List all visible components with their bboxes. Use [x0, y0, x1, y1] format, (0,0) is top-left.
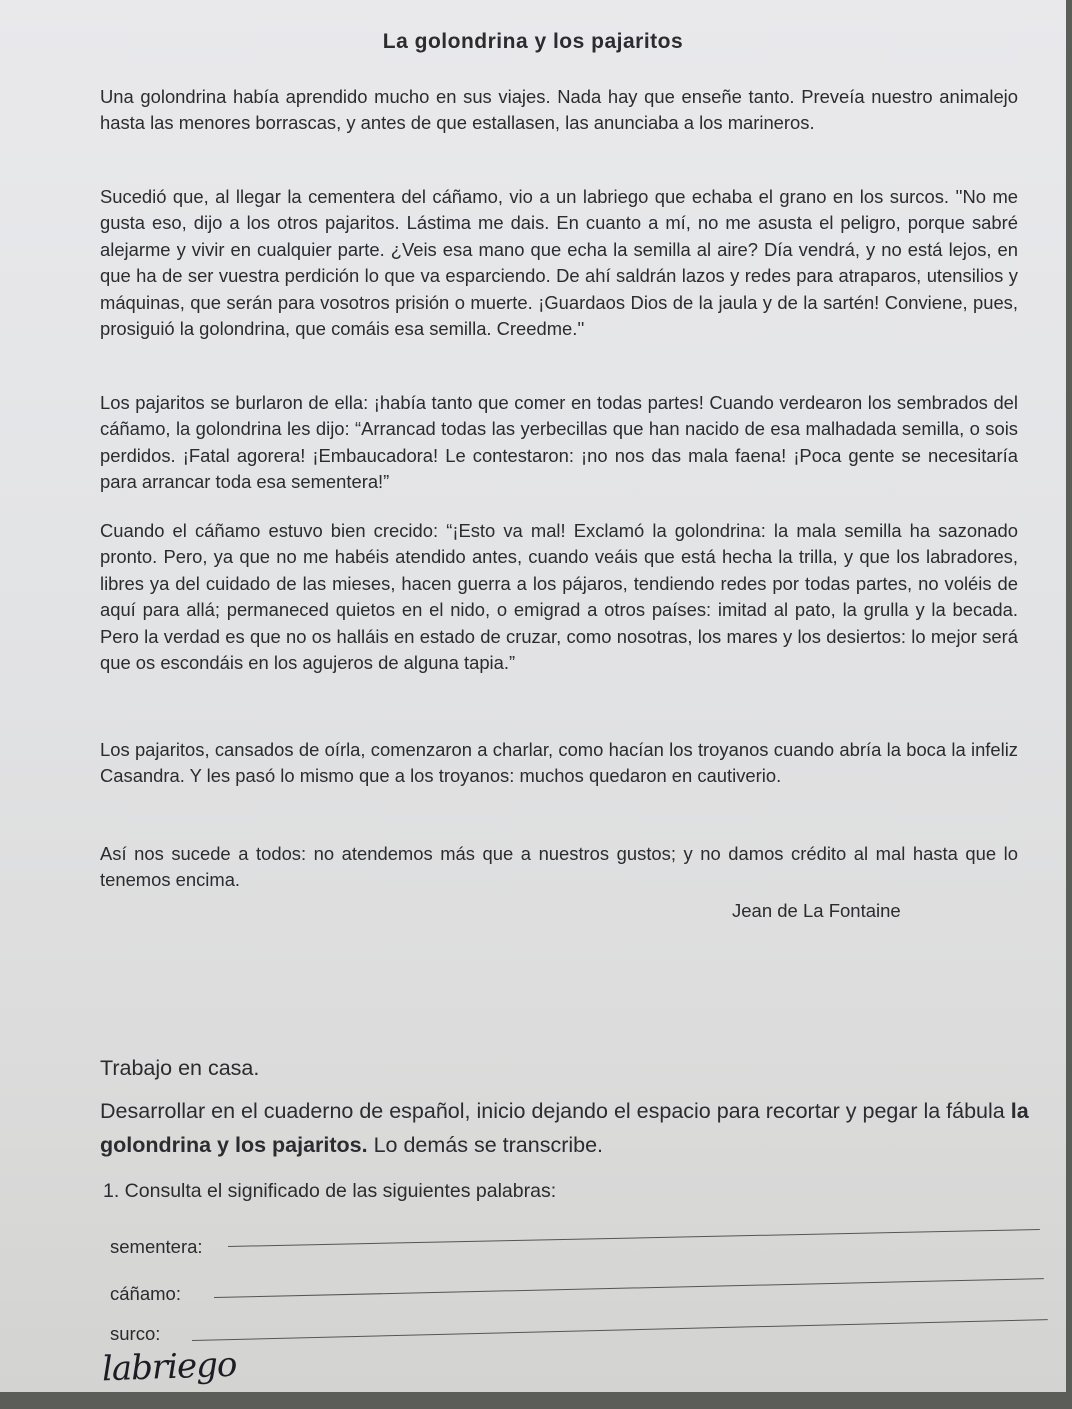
instruction-end: Lo demás se transcribe. — [367, 1133, 604, 1157]
term-sementera: sementera: — [110, 1236, 203, 1257]
homework-heading: Trabajo en casa. — [100, 1056, 260, 1080]
paragraph-5: Los pajaritos, cansados de oírla, comenzaron a charlar, como hacían los troyanos cuando abría la boca la infeliz Casandra. Y les pasó lo mismo que a los troyanos: muchos quedaron en cautiverio. — [100, 739, 1018, 787]
paragraph-3: Los pajaritos se burlaron de ella: ¡había tanto que comer en todas partes! Cuando verdearon los sembrados del cáñamo, la golondrina les dijo: “Arrancad todas las yerbecillas que han nacido de esa malhadada semilla, o sois perdidos. ¡Fatal agorera! ¡Embaucadora! Le contestaron: ¡no nos das mala faena! ¡Poca gente se necesitaría para arrancar toda esa sementera!” — [100, 392, 1018, 493]
instruction-bold: la golondrina y los pajaritos. — [100, 1099, 1029, 1157]
answer-line-sementera — [228, 1229, 1040, 1247]
paragraph-4: Cuando el cáñamo estuvo bien crecido: “¡Esto va mal! Exclamó la golondrina: la mala semilla ha sazonado pronto. Pero, ya que no me habéis atendido antes, cuando veáis que está hecha la trilla, y que los labradores, libres ya del cuidado de las mieses, hacen guerra a los pájaros, tendiendo redes por todas partes, no voléis de aquí para allá; permaneced quietos en el nido, o emigrad a otros países: imitad al pato, la grulla y la becada. Pero la verdad es que no os halláis en estado de cruzar, como nosotras, los mares y los desiertos: lo mejor será que os escondáis en los agujeros de alguna tapia.” — [100, 520, 1018, 674]
paragraph-6: Así nos sucede a todos: no atendemos más que a nuestros gustos; y no damos crédito al mal hasta que lo tenemos encima. — [100, 843, 1018, 891]
homework-instruction — [100, 1094, 1040, 1162]
instruction-start: Desarrollar en el cuaderno de español, inicio dejando el espacio para recortar y pegar la fábula — [100, 1099, 1011, 1123]
answer-line-surco — [192, 1319, 1048, 1341]
paragraph-2: Sucedió que, al llegar la cementera del cáñamo, vio a un labriego que echaba el grano en los surcos. ''No me gusta eso, dijo a los otros pajaritos. Lástima me dais. En cuanto a mí, no me asusta el peligro, porque sabré alejarme y vivir en cualquier parte. ¿Veis esa mano que echa la semilla al aire? Día vendrá, y no está lejos, en que ha de ser vuestra perdición lo que va esparciendo. De ahí saldrán lazos y redes para atraparos, utensilios y máquinas, que serán para vosotros prisión o muerte. ¡Guardaos Dios de la jaula y de la sartén! Conviene, pues, prosiguió la golondrina, que comáis esa semilla. Creedme.'' — [100, 186, 1018, 340]
author-signature: Jean de La Fontaine — [732, 900, 901, 921]
question-1: 1. Consulta el significado de las siguientes palabras: — [103, 1180, 557, 1202]
fable-title: La golondrina y los pajaritos — [382, 30, 684, 53]
paragraph-1: Una golondrina había aprendido mucho en sus viajes. Nada hay que enseñe tanto. Preveía nuestro animalejo hasta las menores borrascas, y antes de que estallasen, las anunciaba a los marineros. — [100, 86, 1018, 134]
term-canamo: cáñamo: — [110, 1283, 181, 1304]
handwritten-word: labriego — [101, 1344, 238, 1390]
term-surco: surco: — [110, 1323, 161, 1344]
answer-line-canamo — [214, 1278, 1044, 1298]
